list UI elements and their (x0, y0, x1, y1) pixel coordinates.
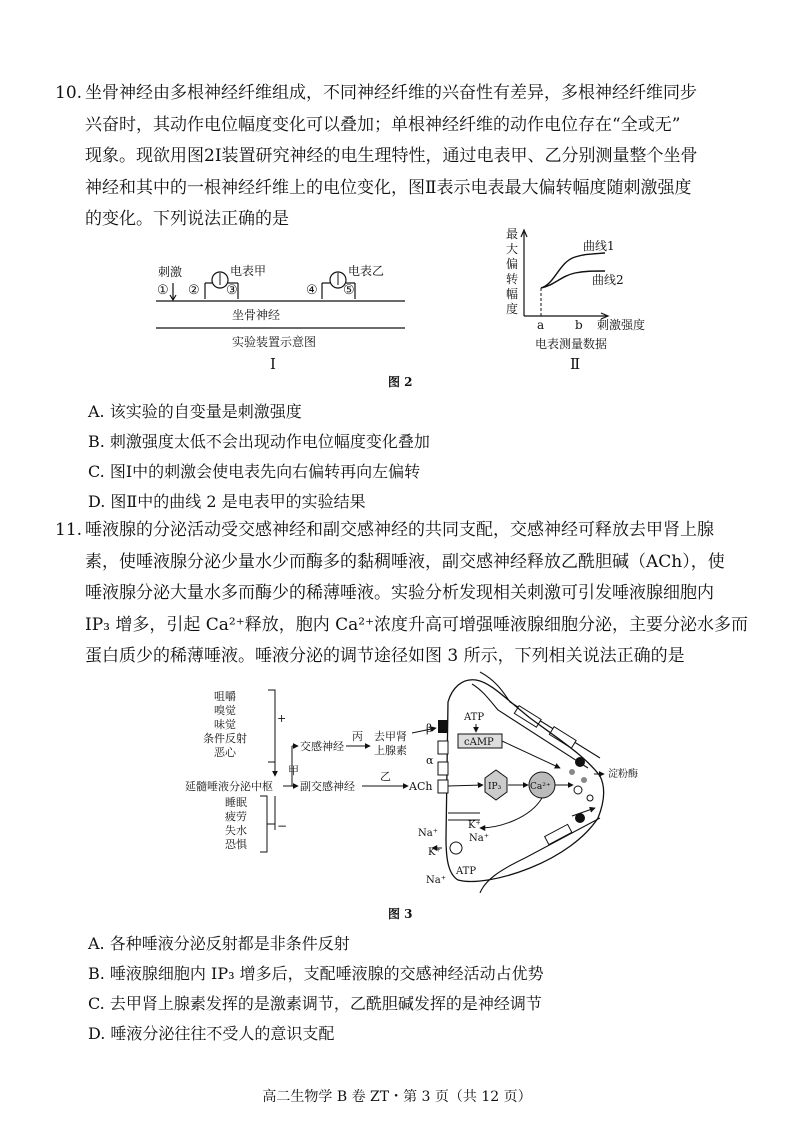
point-4: ④ (306, 283, 318, 298)
point-5: ⑤ (343, 283, 355, 298)
fig-II-label: Ⅱ (570, 355, 581, 373)
minus-sign: − (277, 819, 288, 833)
plot-title: 电表测量数据 (535, 337, 608, 351)
na-label-2: Na⁺ (469, 833, 489, 844)
path-jia: 甲 (288, 764, 299, 777)
q10-line-5: 的变化。下列说法正确的是 (85, 209, 289, 229)
ach-label: ACh (409, 780, 433, 793)
path-yi: 乙 (380, 770, 391, 783)
alpha-receptor-1 (438, 741, 448, 754)
stim-fear: 恐惧 (225, 838, 247, 851)
atp-top-label: ATP (464, 712, 485, 723)
q10-option-d: D. 图Ⅱ中的曲线 2 是电表甲的实验结果 (88, 492, 366, 511)
ne-line-2: 上腺素 (374, 744, 407, 757)
point-3: ③ (226, 283, 238, 298)
sympathetic-label: 交感神经 (300, 740, 344, 753)
q10-line-3: 现象。现欲用图2Ⅰ装置研究神经的电生理特性，通过电表甲、乙分别测量整个坐骨 (85, 146, 698, 166)
q10-line-2: 兴奋时，其动作电位幅度变化可以叠加；单根神经纤维的动作电位存在“全或无” (85, 114, 681, 135)
point-1: ① (157, 283, 169, 298)
parasympathetic-label: 副交感神经 (300, 780, 355, 793)
stim-chew: 咀嚼 (214, 690, 236, 703)
q11-option-c: C. 去甲肾上腺素发挥的是激素调节，乙酰胆碱发挥的是神经调节 (88, 994, 542, 1013)
q11-line-4: IP₃ 增多，引起 Ca²⁺释放，胞内 Ca²⁺浓度升高可增强唾液腺细胞分泌，主要分泌水多而 (85, 614, 749, 635)
ip3-label: IP₃ (488, 782, 502, 792)
figure-2-caption: 图 2 (388, 375, 413, 389)
y-char-6: 度 (506, 302, 519, 316)
k-label-2: K⁺ (428, 847, 441, 858)
y-char-3: 偏 (506, 257, 519, 271)
beta-label: β (426, 722, 433, 735)
page-footer: 高二生物学 B 卷 ZT・第 3 页（共 12 页） (262, 1089, 532, 1105)
path-bing: 丙 (352, 730, 363, 743)
point-2: ② (188, 283, 200, 298)
q11-option-d: D. 唾液分泌往往不受人的意识支配 (88, 1024, 335, 1043)
alpha-label: α (426, 754, 434, 767)
y-char-1: 最 (506, 227, 519, 241)
figure-2-plot (495, 222, 675, 374)
stim-sleep: 睡眠 (225, 796, 247, 809)
fig-I-label: Ⅰ (270, 355, 276, 373)
q11-line-1: 唾液腺的分泌活动受交感神经和副交感神经的共同支配，交感神经可释放去甲肾上腺 (85, 520, 714, 540)
figure-3-diagram (180, 668, 640, 893)
curve-1-label: 曲线1 (583, 239, 615, 253)
figure-3-caption: 图 3 (388, 907, 413, 921)
ca-label: Ca²⁺ (530, 782, 551, 792)
atp-bottom-label: ATP (456, 866, 477, 877)
q11-option-a: A. 各种唾液分泌反射都是非条件反射 (88, 934, 350, 953)
q11-stem (55, 515, 755, 673)
beta-receptor (438, 720, 448, 733)
y-char-4: 转 (506, 272, 519, 286)
salivary-center: 延髓唾液分泌中枢 (185, 780, 273, 793)
plus-sign: + (277, 712, 287, 725)
apparatus-title: 实验装置示意图 (232, 335, 317, 349)
stim-fatigue: 疲劳 (225, 810, 247, 823)
tick-b: b (575, 318, 583, 332)
stim-nausea: 恶心 (214, 746, 236, 759)
ach-receptor (438, 780, 448, 793)
curve-2-label: 曲线2 (592, 273, 624, 287)
q10-stem (55, 78, 755, 236)
nerve-label: 坐骨神经 (232, 308, 281, 322)
q10-option-a: A. 该实验的自变量是刺激强度 (88, 402, 302, 421)
q10-option-b: B. 刺激强度太低不会出现动作电位幅度变化叠加 (88, 432, 430, 451)
y-char-5: 幅 (506, 287, 519, 301)
y-char-2: 大 (506, 242, 519, 256)
stim-taste: 味觉 (214, 718, 236, 731)
q11-line-3: 唾液腺分泌大量水多而酶少的稀薄唾液。实验分析发现相关刺激可引发唾液腺细胞内 (85, 583, 714, 603)
amylase-label: 淀粉酶 (608, 769, 638, 780)
q10-line-4: 神经和其中的一根神经纤维上的电位变化，图Ⅱ表示电表最大偏转幅度随刺激强度 (85, 177, 692, 198)
q11-line-5: 蛋白质少的稀薄唾液。唾液分泌的调节途径如图 3 所示，下列相关说法正确的是 (85, 646, 685, 666)
meter-a-label: 电表甲 (230, 264, 267, 278)
stim-label: 刺激 (158, 265, 183, 279)
meter-b-label: 电表乙 (348, 264, 385, 278)
alpha-receptor-2 (438, 762, 448, 775)
na-label-3: Na⁺ (426, 875, 446, 886)
ne-line-1: 去甲肾 (374, 730, 407, 743)
tick-a: a (537, 318, 545, 332)
stim-dehydration: 失水 (225, 824, 247, 837)
q11-option-b: B. 唾液腺细胞内 IP₃ 增多后，支配唾液腺的交感神经活动占优势 (88, 964, 544, 983)
stim-smell: 嗅觉 (214, 704, 236, 717)
pump-circle (450, 842, 462, 854)
q11-number: 11. (55, 520, 83, 540)
na-label-1: Na⁺ (418, 828, 438, 839)
q10-option-c: C. 图Ⅰ中的刺激会使电表先向右偏转再向左偏转 (88, 462, 421, 481)
q10-number: 10. (55, 83, 83, 103)
x-axis-label: 刺激强度 (597, 318, 646, 332)
q10-line-1: 坐骨神经由多根神经纤维组成，不同神经纤维的兴奋性有差异，多根神经纤维同步 (85, 83, 697, 103)
figure-2-apparatus (150, 255, 420, 375)
camp-label: cAMP (464, 737, 494, 748)
q11-line-2: 素，使唾液腺分泌少量水少而酶多的黏稠唾液，副交感神经释放乙酰胆碱（ACh），使 (85, 551, 725, 572)
k-label-1: K⁺ (468, 820, 481, 831)
stim-conditioned: 条件反射 (203, 732, 247, 745)
